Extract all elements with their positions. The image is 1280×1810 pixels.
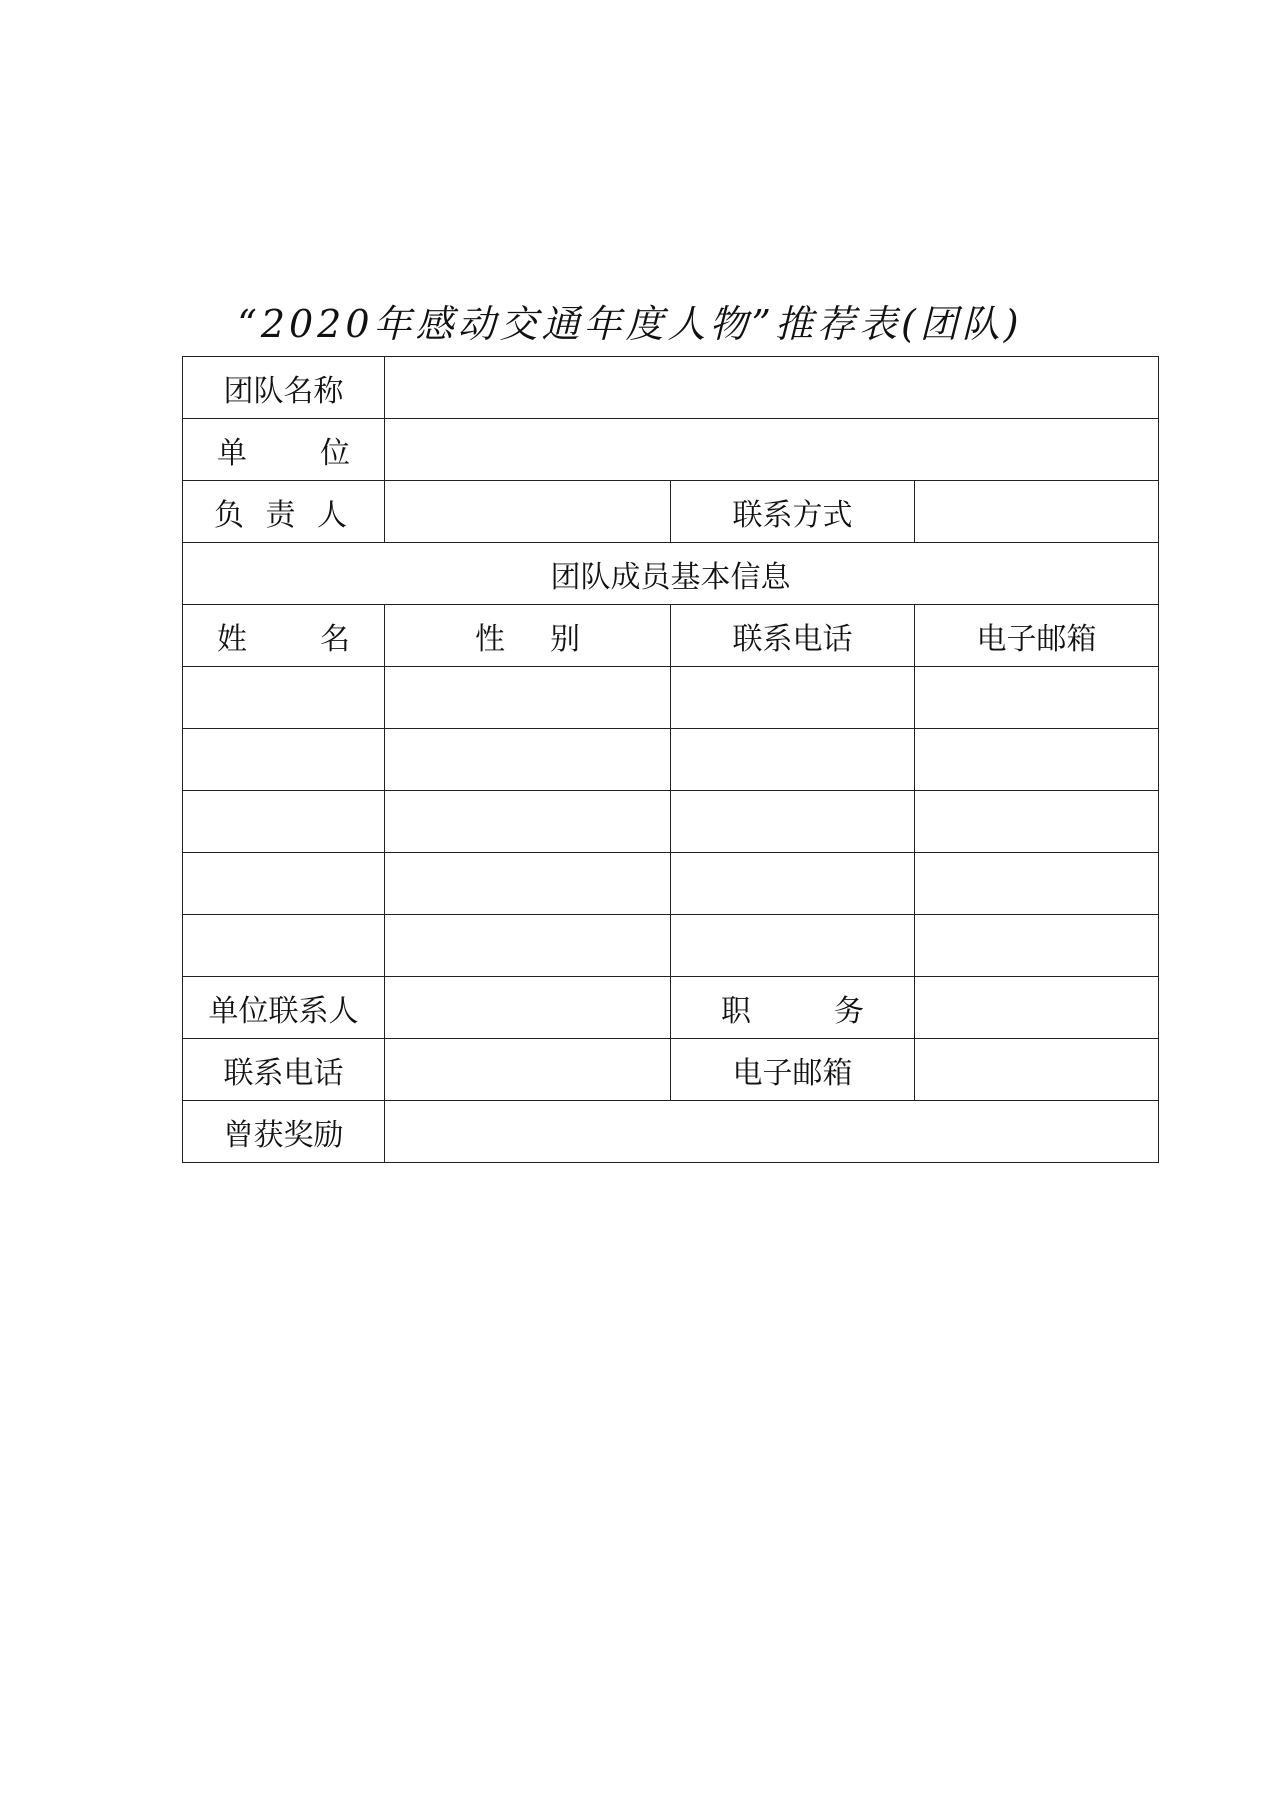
member-row xyxy=(183,791,1159,853)
member-gender-cell[interactable] xyxy=(385,791,671,853)
member-phone-cell[interactable] xyxy=(671,729,915,791)
recommendation-form-table xyxy=(182,356,1159,1163)
member-name-cell[interactable] xyxy=(183,791,385,853)
contact-phone-label: 联系电话 xyxy=(183,1039,385,1101)
unit-contact-label: 单位联系人 xyxy=(183,977,385,1039)
member-name-cell[interactable] xyxy=(183,853,385,915)
position-label xyxy=(671,977,915,1039)
member-email-cell[interactable] xyxy=(915,729,1159,791)
awards-label: 曾获奖励 xyxy=(183,1101,385,1163)
member-gender-cell[interactable] xyxy=(385,915,671,977)
member-name-header xyxy=(183,605,385,667)
members-section-row xyxy=(183,543,1159,605)
member-phone-header: 联系电话 xyxy=(671,605,915,667)
unit-contact-row xyxy=(183,977,1159,1039)
member-name-cell[interactable] xyxy=(183,915,385,977)
member-email-header: 电子邮箱 xyxy=(915,605,1159,667)
contact-method-label: 联系方式 xyxy=(671,481,915,543)
member-phone-cell[interactable] xyxy=(671,915,915,977)
member-gender-header-char-2: 别 xyxy=(550,621,580,657)
member-gender-header-char-1: 性 xyxy=(475,621,505,657)
team-name-field[interactable] xyxy=(385,357,1159,419)
member-name-cell[interactable] xyxy=(183,729,385,791)
position-field[interactable] xyxy=(915,977,1159,1039)
member-name-header-char-2: 名 xyxy=(320,621,350,657)
unit-label xyxy=(183,419,385,481)
contact-email-label: 电子邮箱 xyxy=(671,1039,915,1101)
members-section-label: 团队成员基本信息 xyxy=(183,543,1159,605)
member-gender-cell[interactable] xyxy=(385,667,671,729)
member-gender-cell[interactable] xyxy=(385,729,671,791)
unit-field[interactable] xyxy=(385,419,1159,481)
member-gender-cell[interactable] xyxy=(385,853,671,915)
team-name-row xyxy=(183,357,1159,419)
member-name-header-char-1: 姓 xyxy=(217,621,247,657)
contact-phone-row xyxy=(183,1039,1159,1101)
unit-label-char-2: 位 xyxy=(320,435,350,471)
team-name-label: 团队名称 xyxy=(183,357,385,419)
member-phone-cell[interactable] xyxy=(671,853,915,915)
member-email-cell[interactable] xyxy=(915,853,1159,915)
contact-email-field[interactable] xyxy=(915,1039,1159,1101)
member-email-cell[interactable] xyxy=(915,915,1159,977)
unit-contact-field[interactable] xyxy=(385,977,671,1039)
awards-field[interactable] xyxy=(385,1101,1159,1163)
member-name-cell[interactable] xyxy=(183,667,385,729)
leader-field[interactable] xyxy=(385,481,671,543)
awards-row xyxy=(183,1101,1159,1163)
member-row xyxy=(183,915,1159,977)
member-email-cell[interactable] xyxy=(915,667,1159,729)
position-label-char-2: 务 xyxy=(834,993,864,1029)
member-phone-cell[interactable] xyxy=(671,667,915,729)
member-email-cell[interactable] xyxy=(915,791,1159,853)
leader-label: 负 责 人 xyxy=(183,481,385,543)
contact-method-field[interactable] xyxy=(915,481,1159,543)
member-row xyxy=(183,853,1159,915)
member-phone-cell[interactable] xyxy=(671,791,915,853)
member-header-row xyxy=(183,605,1159,667)
contact-phone-field[interactable] xyxy=(385,1039,671,1101)
form-title: “2020年感动交通年度人物”推荐表(团队) xyxy=(237,302,1023,346)
member-gender-header xyxy=(385,605,671,667)
member-row xyxy=(183,729,1159,791)
position-label-char-1: 职 xyxy=(721,993,751,1029)
unit-row xyxy=(183,419,1159,481)
unit-label-char-1: 单 xyxy=(217,435,247,471)
leader-row xyxy=(183,481,1159,543)
member-row xyxy=(183,667,1159,729)
